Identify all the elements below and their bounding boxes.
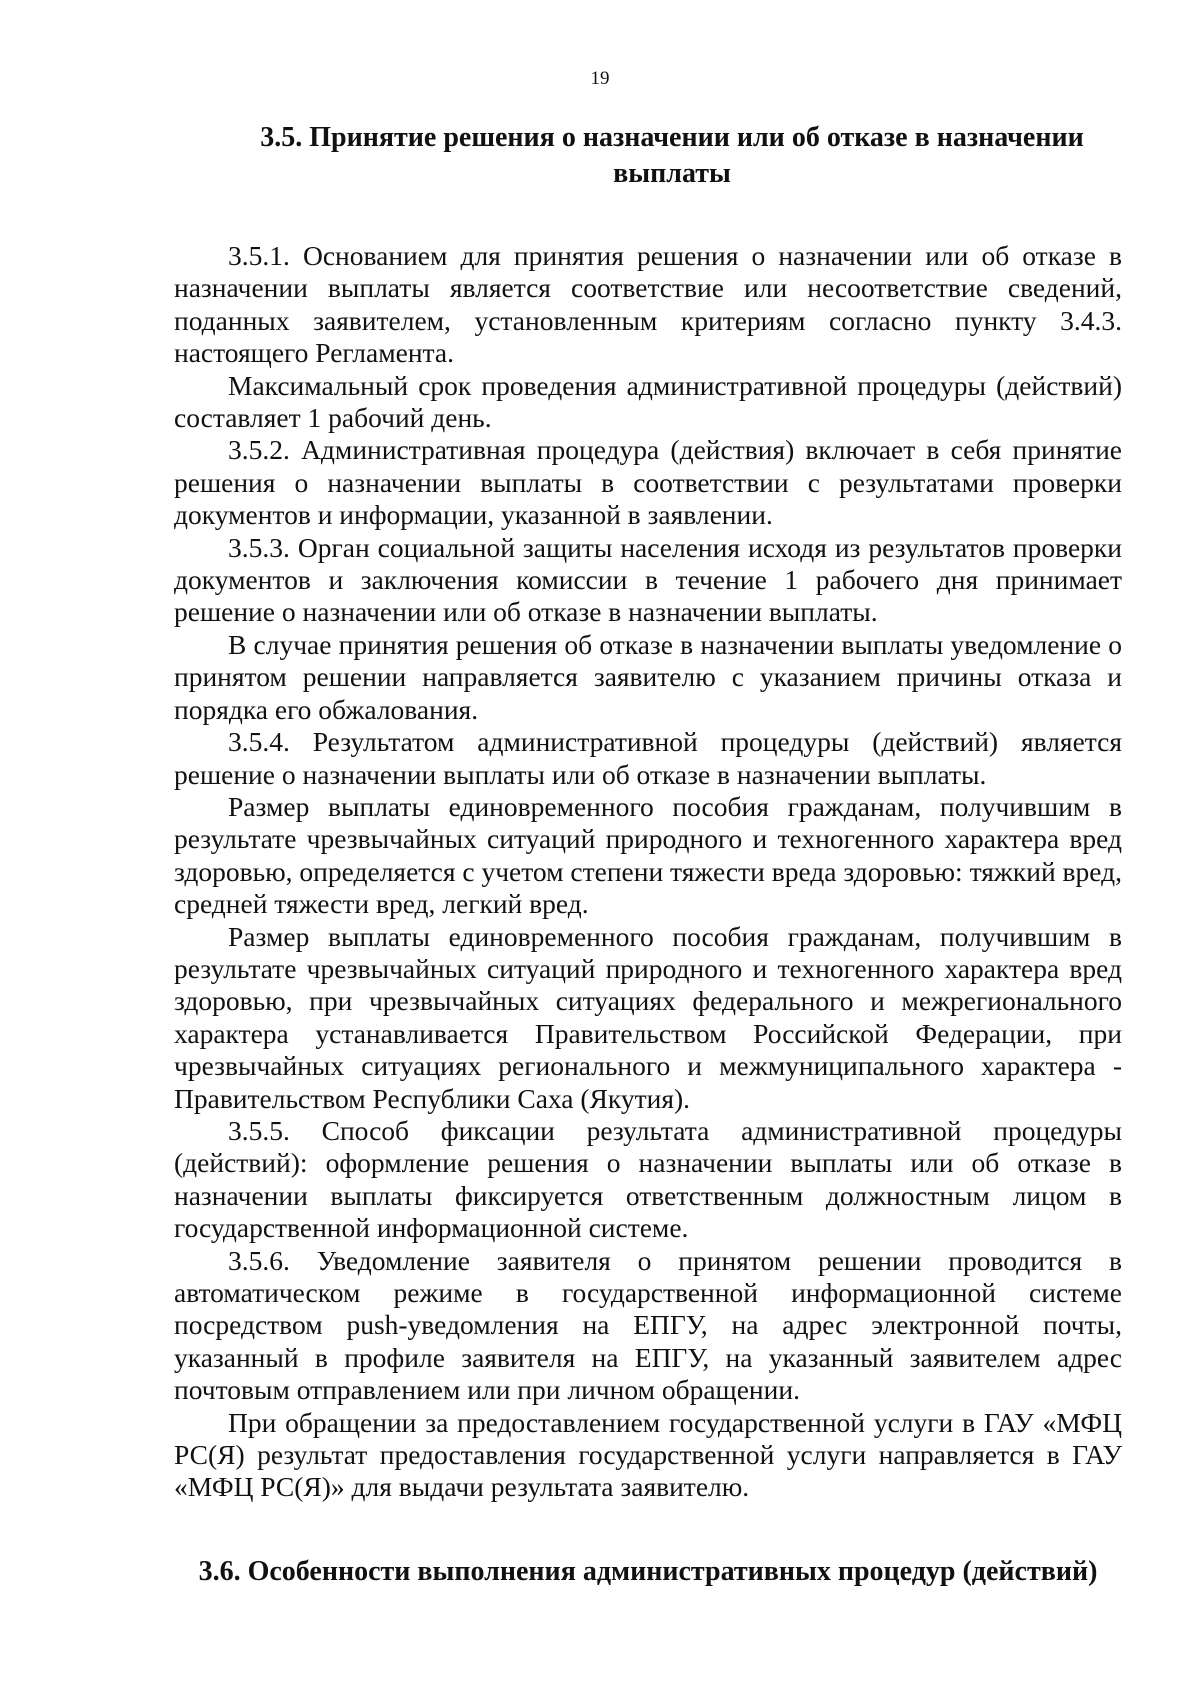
page-number: 19 bbox=[590, 68, 610, 89]
paragraph-3-5-1: 3.5.1. Основанием для принятия решения о назначении или об отказе в назначении выплаты является соответствие или несоответствие сведений, поданных заявителем, установленным критериям согласно пункту 3.4.3. настоящего Регламента. bbox=[174, 240, 1122, 369]
paragraph-3-5-4: 3.5.4. Результатом административной процедуры (действий) является решение о назначении выплаты или об отказе в назначении выплаты. bbox=[174, 726, 1122, 790]
paragraph-benefit-size-severity: Размер выплаты единовременного пособия гражданам, получившим в результате чрезвычайных ситуаций природного и техногенного характера вред здоровью, определяется с учетом степени тяжести вреда здоровью: тяжкий вред, средней тяжести вред, легкий вред. bbox=[174, 790, 1122, 920]
paragraph-refusal-notice: В случае принятия решения об отказе в назначении выплаты уведомление о принятом решении направляется заявителю с указанием причины отказа и порядка его обжалования. bbox=[174, 628, 1122, 725]
paragraph-3-5-3: 3.5.3. Орган социальной защиты населения исходя из результатов проверки документов и заключения комиссии в течение 1 рабочего дня принимает решение о назначении или об отказе в назначении выплаты. bbox=[174, 531, 1122, 628]
paragraph-3-5-2: 3.5.2. Административная процедура (действия) включает в себя принятие решения о назначении выплаты в соответствии с результатами проверки документов и информации, указанной в заявлении. bbox=[174, 434, 1122, 531]
paragraph-benefit-size-government: Размер выплаты единовременного пособия гражданам, получившим в результате чрезвычайных ситуаций природного и техногенного характера вред здоровью, при чрезвычайных ситуациях федерального и межрегионального характера устанавливается Правительством Российской Федерации, при чрезвычайных ситуациях регионального и межмуниципального характера - Правительством Республики Саха (Якутия). bbox=[174, 920, 1122, 1114]
section-heading-3-6: 3.6. Особенности выполнения административных процедур (действий) bbox=[198, 1556, 1098, 1587]
paragraph-3-5-6: 3.5.6. Уведомление заявителя о принятом решении проводится в автоматическом режиме в государственной информационной системе посредством push-уведомления на ЕПГУ, на адрес электронной почты, указанный в профиле заявителя на ЕПГУ, на указанный заявителем адрес почтовым отправлением или при личном обращении. bbox=[174, 1244, 1122, 1406]
paragraph-max-term: Максимальный срок проведения административной процедуры (действий) составляет 1 рабочий день. bbox=[174, 369, 1122, 434]
paragraph-3-5-5: 3.5.5. Способ фиксации результата административной процедуры (действий): оформление решения о назначении выплаты или об отказе в назначении выплаты фиксируется ответственным должностным лицом в государственной информационной системе. bbox=[174, 1114, 1122, 1244]
section-heading-3-5: 3.5. Принятие решения о назначении или об отказе в назначении выплаты bbox=[260, 122, 1084, 189]
section-body bbox=[174, 240, 1122, 1504]
paragraph-mfc: При обращении за предоставлением государственной услуги в ГАУ «МФЦ РС(Я) результат предоставления государственной услуги направляется в ГАУ «МФЦ РС(Я)» для выдачи результата заявителю. bbox=[174, 1406, 1122, 1503]
